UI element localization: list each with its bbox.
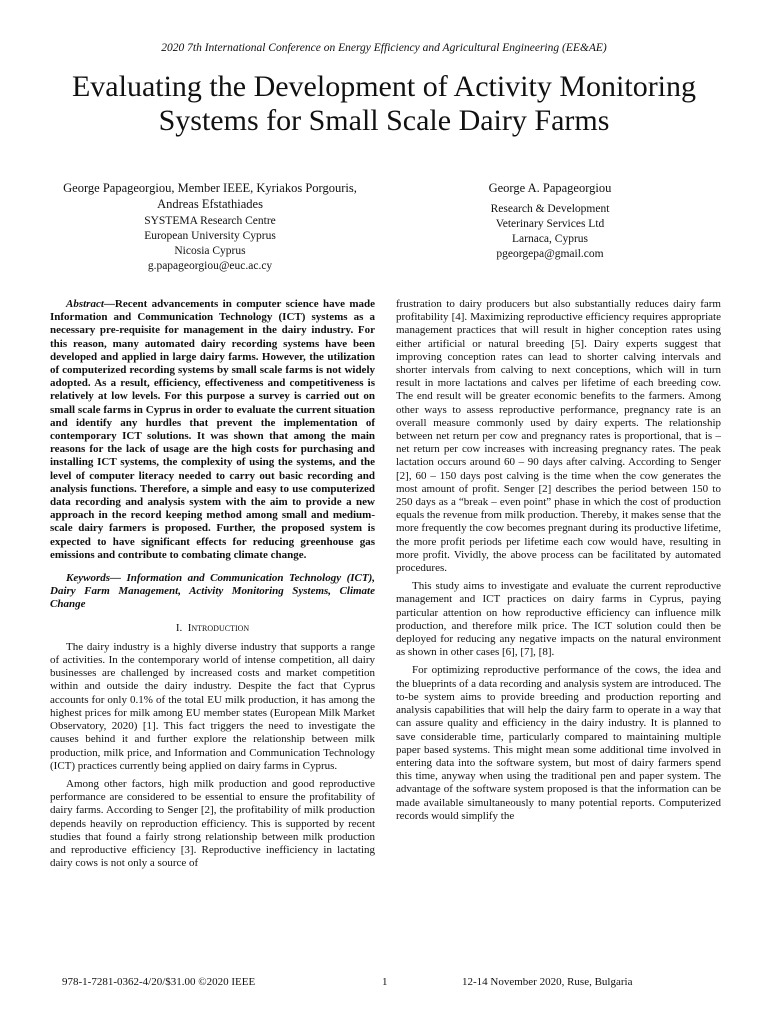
- right-column: [396, 298, 721, 828]
- keywords-label: Keywords: [66, 572, 110, 585]
- affiliation-line: Veterinary Services Ltd: [495, 218, 605, 230]
- body-paragraph: frustration to dairy producers but also substantially reduces dairy farm profitability [4]. Maximizing reproductive efficiency requires appropriate management practices that will result in higher conception rates using either artificial or natural breeding [5]. Dairy experts suggest that improving conception rates can lead to shorter calving intervals and shorter intervals from calving to next conceptions, which will in turn result in more lactations and calves per lifetime of each breeding cow. The end result will be greater economic benefits to the farmers. Among other ways to assess reproductive performance, pregnancy rate is an overall measure commonly used by dairy experts. The relationship between net return per cow and pregnancy rates is proportional, that is – net return per cow increases with increasing pregnancy rates. The peak lactation occurs around 60 – 90 days after calving. According to Senger [2], 60 – 150 days post calving is the time when the cow generates the most amount of profit. Senger [2] describes the period between 150 to 250 days as a “break – even point” phase in which the cost of production equals the revenue from milk production. Thereby, it makes sense that the more frequently the cow becomes pregnant during its productive lifetime, the more profit periods per lifetime each cow would have, resulting in more profit. Vividly, the above process can be facilitated by automated procedures.: [396, 298, 722, 575]
- author-email: g.papageorgiou@euc.ac.cy: [147, 260, 273, 272]
- abstract-text: Recent advancements in computer science have made Information and Communication Technology (ICT) systems as a necessary pre-requisite for management in the dairy industry. For this reason, many automated dairy recording systems have been developed and applied in large dairy farms. However, the utilization of computerized recording systems by small scale farms is not widely adopted. As a result, efficiency, effectiveness and competitiveness is relatively at low levels. For this purpose a survey is carried out on small scale farms in Cyprus in order to evaluate the current situation and identify any hurdles that prevent the implementation of contemporary ICT solutions. It was shown that among the main reasons for the lack of usage are the high costs for purchasing and installing ICT systems, the complexity of using the systems, and the level of computer literacy needed to carry out basic recording and analysis functions. Therefore, a simple and easy to use computerized data recording and analysis system with the aim to provide a new approach in the record keeping method among small and medium-scale dairy farmers is proposed. Further, the proposed system is expected to have significant effects for reducing greenhouse gas emissions and contribute to combating climate change.: [50, 298, 375, 561]
- affiliation-line: European University Cyprus: [144, 230, 276, 242]
- author-names-1: George Papageorgiou, Member IEEE, Kyriakos Porgouris, Andreas Efstathiades: [63, 181, 357, 211]
- affiliation-line: SYSTEMA Research Centre: [144, 215, 276, 227]
- abstract: Abstract—Recent advancements in computer science have made Information and Communication Technology (ICT) systems as a necessary pre-requisite for management in the dairy industry. For this reason, many automated dairy recording systems have been developed and applied in large dairy farms. However, the utilization of computerized recording systems by small scale farms is not widely adopted. As a result, efficiency, effectiveness and competitiveness is relatively at low levels. For this purpose a survey is carried out on small scale farms in Cyprus in order to evaluate the current situation and identify any hurdles that prevent the implementation of contemporary ICT solutions. It was shown that among the main reasons for the lack of usage are the high costs for purchasing and installing ICT systems, the complexity of using the systems, and the level of computer literacy needed to carry out basic recording and analysis functions. Therefore, a simple and easy to use computerized data recording and analysis system with the aim to provide a new approach in the record keeping method among small and medium-scale dairy farmers is proposed. Further, the proposed system is expected to have significant effects for reducing greenhouse gas emissions and contribute to combating climate change.: [50, 298, 375, 561]
- author-email: pgeorgepa@gmail.com: [496, 248, 604, 260]
- section-number: I.: [175, 621, 183, 634]
- body-paragraph: For optimizing reproductive performance of the cows, the idea and the blueprints of a data recording and analysis system are introduced. The to-be system aims to provide breeding and production reporting and analysis capabilities that will help the dairy farm to operate in a way that can assure quality and efficiency in the dairy industry. It is planned to save considerable time, particularly compared to maintaining multiple paper based systems. This might mean some additional time involved in entering data into the software system, but most of dairy farmers spend this time, anyway when using the traditional pen and paper system. The advantage of the software system proposed is that the information can be made available simultaneously to many potential reports. Computerized records would simplify the: [396, 664, 721, 822]
- footer-date-place: 12-14 November 2020, Ruse, Bulgaria: [462, 976, 633, 988]
- affiliation-line: Research & Development: [490, 203, 610, 215]
- author-names-2: George A. Papageorgiou: [488, 181, 612, 195]
- conference-header: 2020 7th International Conference on Energy Efficiency and Agricultural Engineering (EE&AE): [161, 42, 607, 54]
- page-number: 1: [382, 976, 388, 988]
- author-block-1: [60, 180, 360, 274]
- abstract-label: Abstract: [66, 298, 104, 310]
- author-block-2: [420, 180, 680, 262]
- affiliation-line: Nicosia Cyprus: [174, 245, 246, 257]
- left-column: [50, 298, 375, 875]
- keywords: Keywords— Information and Communication Technology (ICT), Dairy Farm Management, Activity Monitoring Systems, Climate Change: [50, 572, 375, 611]
- body-paragraph: This study aims to investigate and evaluate the current reproductive management and ICT practices on dairy farms in Cyprus, paying particular attention on how reproductive efficiency can influence milk production, and therefore milk price. The ICT solution could then be deployed for reducing any negative impacts on the natural environment as shown in other cases [6], [7], [8].: [396, 580, 721, 659]
- paper-title: Evaluating the Development of Activity Monitoring Systems for Small Scale Dairy Farms: [71, 70, 697, 137]
- body-paragraph: Among other factors, high milk production and good reproductive performance are considered to be essential to ensure the profitability of dairy farms. According to Senger [2], the profitability of milk production depends heavily on reproduction efficiency. This is supported by recent studies that found a fairly strong relationship between milk production and reproductive efficiency [3]. Reproductive inefficiency in lactating dairy cows is not only a source of: [50, 777, 375, 870]
- author-affiliation-1: [60, 214, 360, 274]
- affiliation-line: Larnaca, Cyprus: [512, 233, 588, 245]
- author-affiliation-2: [420, 202, 680, 262]
- footer-isbn: 978-1-7281-0362-4/20/$31.00 ©2020 IEEE: [62, 976, 256, 988]
- section-title: Introduction: [187, 621, 250, 634]
- body-paragraph: The dairy industry is a highly diverse industry that supports a range of activities. In the contemporary world of intense competition, all dairy businesses are challenged by increased costs and market competition within and outside the dairy industry. Despite the fact that Cyprus accounts for only 0.1% of the total EU milk production, it has among the highest prices for milk among EU member states (European Milk Market Observatory, 2020) [1]. This fact triggers the need to investigate the causes behind it and further explore the relationship between milk production, milk price, and Information and Communication Technology (ICT) practices currently being applied on dairy farms in Cyprus.: [50, 640, 375, 772]
- keywords-text: Information and Communication Technology (ICT), Dairy Farm Management, Activity Monitoring Systems, Climate Change: [50, 572, 375, 611]
- section-heading: [50, 622, 375, 635]
